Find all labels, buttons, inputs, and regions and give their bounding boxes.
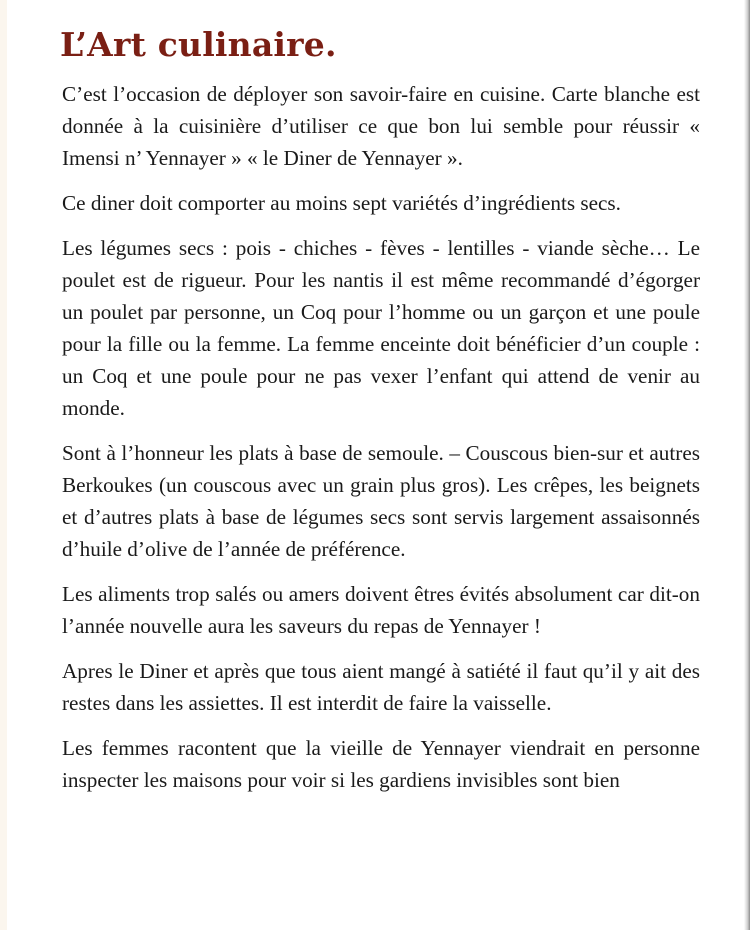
page-right-edge-shadow	[744, 0, 750, 930]
article-body	[62, 78, 700, 796]
paragraph-apres-diner: Apres le Diner et après que tous aient mangé à satiété il faut qu’il y ait des restes dans les assiettes. Il est interdit de faire la vaisselle.	[62, 659, 700, 715]
paragraph-ingredients-secs: Ce diner doit comporter au moins sept variétés d’ingrédients secs.	[62, 191, 621, 215]
paragraph-savoir-faire: C’est l’occasion de déployer son savoir-faire en cuisine. Carte blanche est donnée à la cuisinière d’utiliser ce que bon lui semble pour réussir « Imensi n’ Yennayer » « le Diner de Yennayer ».	[62, 82, 700, 170]
paragraph-aliments-evites: Les aliments trop salés ou amers doivent êtres évités absolument car dit-on l’année nouvelle aura les saveurs du repas de Yennayer !	[62, 582, 700, 638]
section-title: L’Art culinaire.	[60, 25, 337, 64]
page-left-edge	[0, 0, 7, 930]
paragraph-semoule-couscous: Sont à l’honneur les plats à base de semoule. – Couscous bien-sur et autres Berkoukes (un couscous avec un grain plus gros). Les crêpes, les beignets et d’autres plats à base de légumes secs sont servis largement assaisonnés d’huile d’olive de l’année de préférence.	[62, 441, 700, 561]
paragraph-vieille-yennayer: Les femmes racontent que la vieille de Yennayer viendrait en personne inspecter les maisons pour voir si les gardiens invisibles sont bien	[62, 736, 700, 792]
paragraph-legumes-poulet: Les légumes secs : pois - chiches - fèves - lentilles - viande sèche… Le poulet est de rigueur. Pour les nantis il est même recommandé d’égorger un poulet par personne, un Coq pour l’homme ou un garçon et une poule pour la fille ou la femme. La femme enceinte doit bénéficier d’un couple : un Coq et une poule pour ne pas vexer l’enfant qui attend de venir au monde.	[62, 236, 700, 420]
